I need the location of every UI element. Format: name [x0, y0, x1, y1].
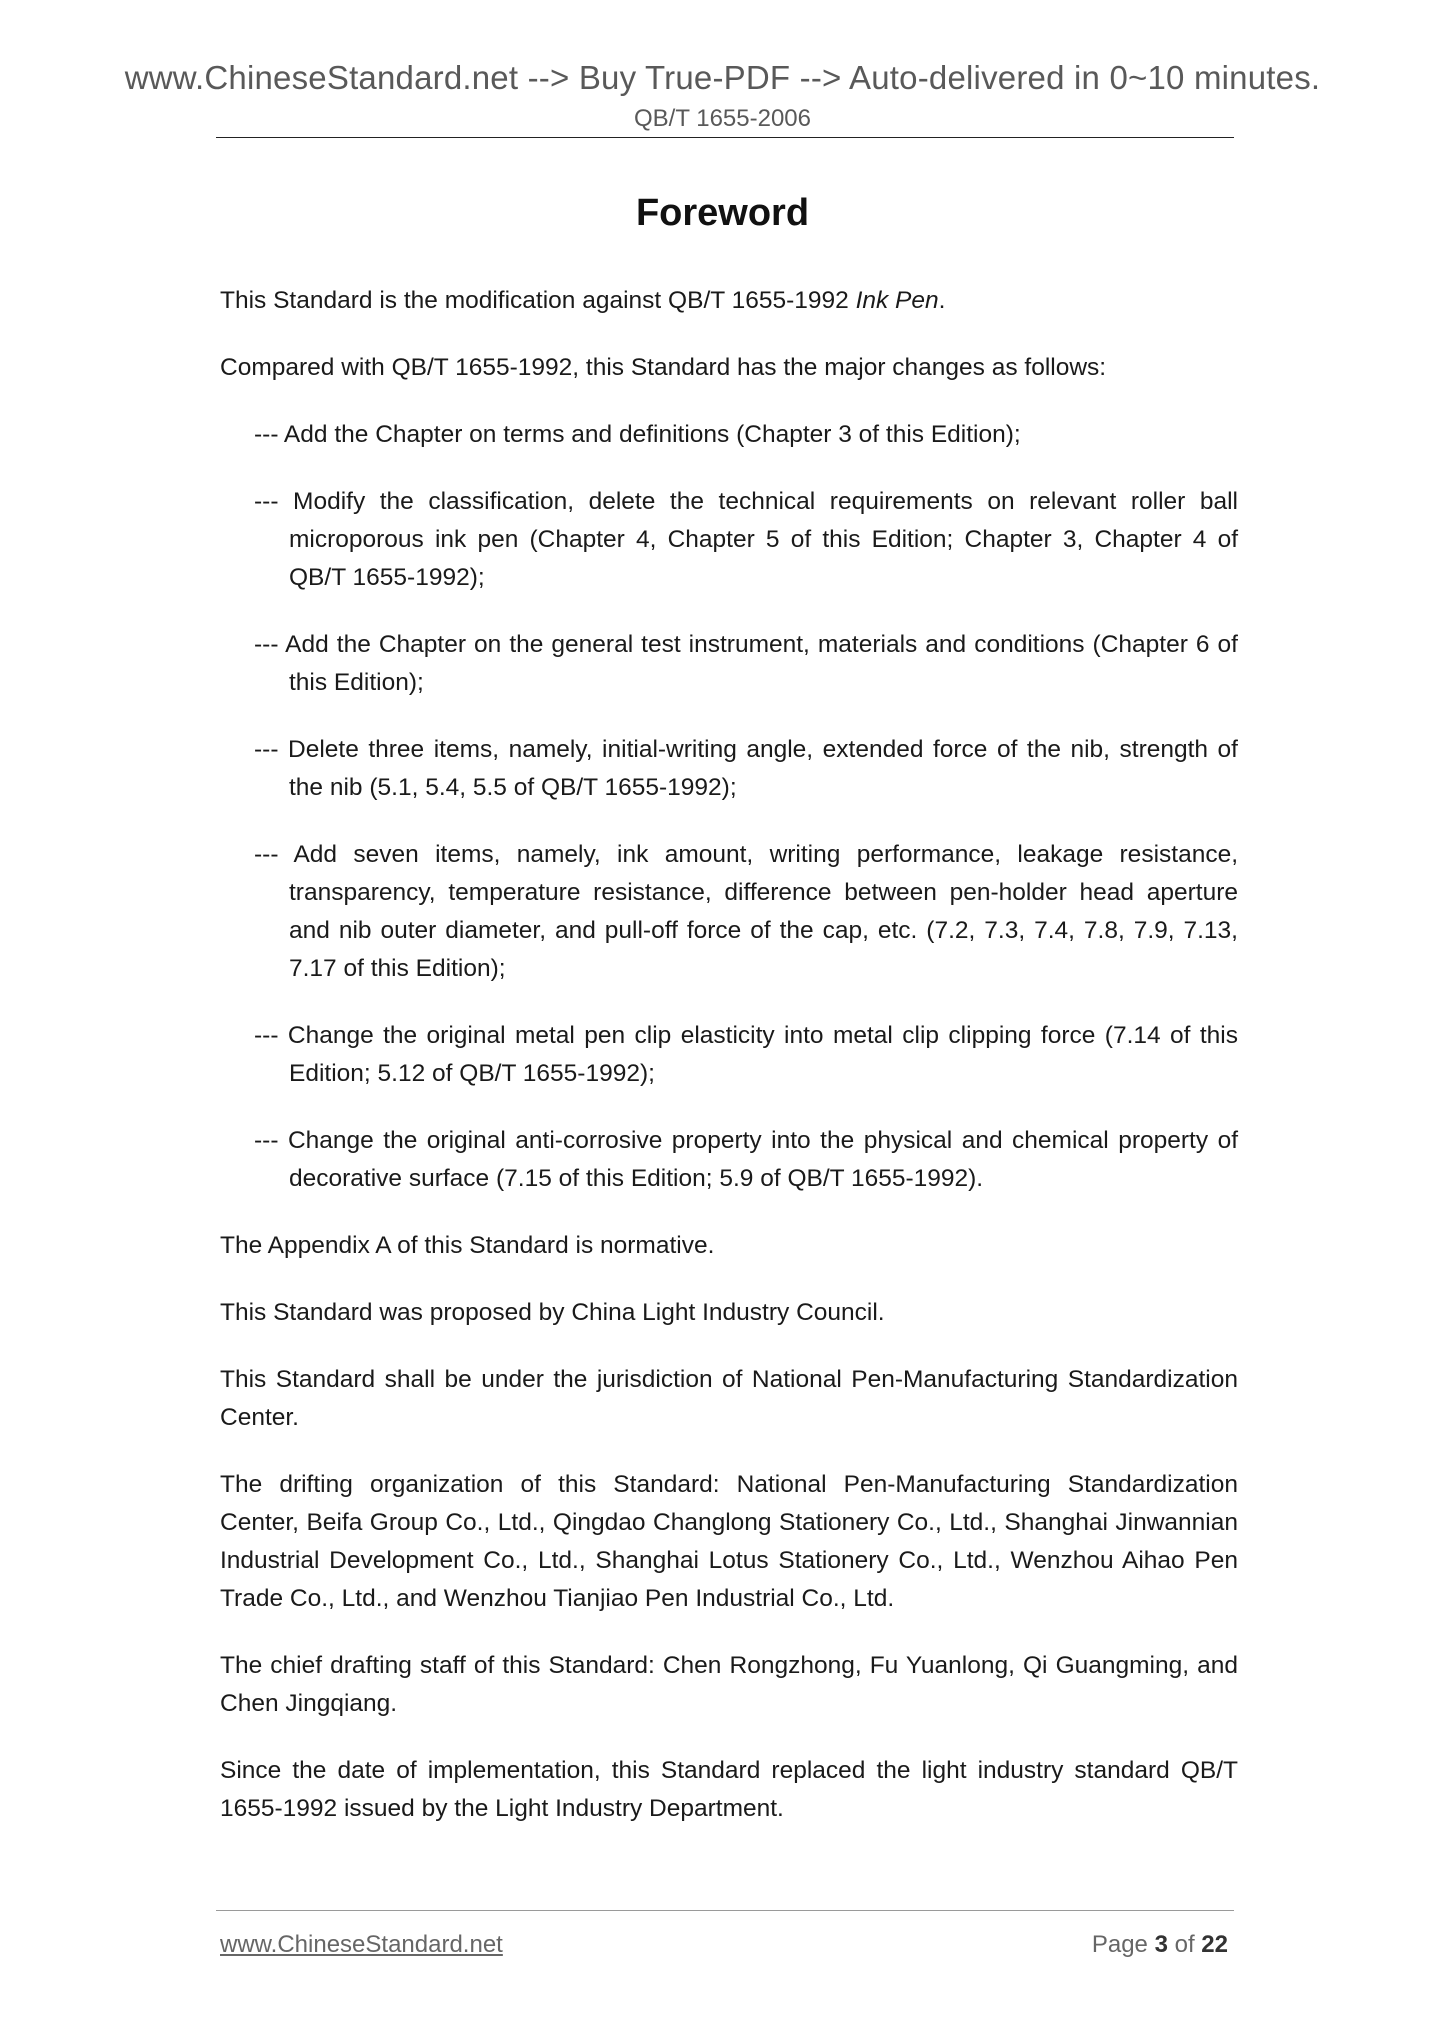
change-item: --- Add the Chapter on the general test instrument, materials and conditions (Chapter 6 of this Edition); [254, 631, 1238, 696]
page-of-word: of [1174, 1931, 1195, 1958]
footer-divider [216, 1910, 1234, 1911]
change-item: --- Change the original anti-corrosive property into the physical and chemical property of decorative surface (7.15 of this Edition; 5.9 of QB/T 1655-1992). [254, 1127, 1238, 1192]
current-page: 3 [1154, 1931, 1168, 1958]
changes-list [220, 416, 1238, 1198]
page-number [1092, 1930, 1228, 1960]
change-item: --- Modify the classification, delete the technical requirements on relevant roller ball microporous ink pen (Chapter 4, Chapter 5 of this Edition; Chapter 3, Chapter 4 of QB/T 1655-1992); [254, 488, 1238, 591]
header-divider [216, 137, 1234, 138]
page-title: Foreword [635, 192, 810, 234]
change-item: --- Add seven items, namely, ink amount, writing performance, leakage resistance, transparency, temperature resistance, difference between pen-holder head aperture and nib outer diameter, and pull-off force of the cap, etc. (7.2, 7.3, 7.4, 7.8, 7.9, 7.13, 7.17 of this Edition); [254, 841, 1238, 982]
intro-paragraph [220, 282, 1238, 320]
intro-end: . [938, 287, 946, 314]
page-word: Page [1091, 1931, 1148, 1958]
total-pages: 22 [1201, 1931, 1228, 1958]
change-item: --- Add the Chapter on terms and definitions (Chapter 3 of this Edition); [254, 421, 1021, 448]
appendix-paragraph: The Appendix A of this Standard is normative. [220, 1232, 715, 1259]
foreword-body [220, 282, 1238, 1857]
changes-lead-paragraph: Compared with QB/T 1655-1992, this Standard has the major changes as follows: [220, 354, 1107, 381]
change-item: --- Change the original metal pen clip elasticity into metal clip clipping force (7.14 of this Edition; 5.12 of QB/T 1655-1992); [254, 1022, 1238, 1087]
proposed-by-paragraph: This Standard was proposed by China Light Industry Council. [220, 1299, 885, 1326]
intro-text: This Standard is the modification against QB/T 1655-1992 [220, 287, 856, 314]
drafting-organization-paragraph: The drifting organization of this Standard: National Pen-Manufacturing Standardization Center, Beifa Group Co., Ltd., Qingdao Changlong Stationery Co., Ltd., Shanghai Jinwannian Industrial Development Co., Ltd., Shanghai Lotus Stationery Co., Ltd., Wenzhou Aihao Pen Trade Co., Ltd., and Wenzhou Tianjiao Pen Industrial Co., Ltd. [220, 1471, 1238, 1612]
intro-italic-title: Ink Pen [855, 287, 939, 314]
document-code: QB/T 1655-2006 [633, 105, 811, 132]
change-item: --- Delete three items, namely, initial-writing angle, extended force of the nib, strength of the nib (5.1, 5.4, 5.5 of QB/T 1655-1992); [254, 736, 1238, 801]
header-banner: www.ChineseStandard.net --> Buy True-PDF --> Auto-delivered in 0~10 minutes. [124, 59, 1321, 96]
jurisdiction-paragraph: This Standard shall be under the jurisdiction of National Pen-Manufacturing Standardization Center. [220, 1366, 1238, 1431]
drafting-staff-paragraph: The chief drafting staff of this Standard: Chen Rongzhong, Fu Yuanlong, Qi Guangming, and Chen Jingqiang. [220, 1652, 1238, 1717]
replacement-paragraph: Since the date of implementation, this Standard replaced the light industry standard QB/T 1655-1992 issued by the Light Industry Department. [220, 1757, 1238, 1822]
footer-website-link[interactable]: www.ChineseStandard.net [220, 1931, 503, 1958]
